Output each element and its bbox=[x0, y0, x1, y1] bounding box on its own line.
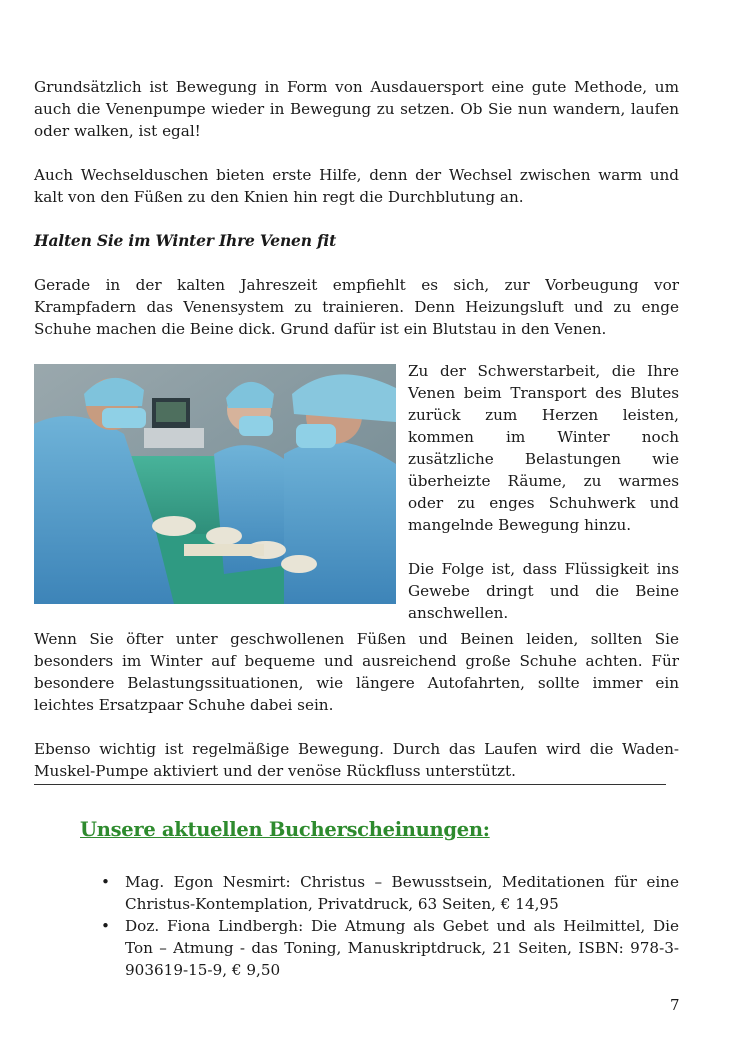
paragraph-movement: Ebenso wichtig ist regelmäßige Bewegung. Durch das Laufen wird die Waden-Muskel-Pumpe aktiviert und der venöse Rückfluss unterstützt. bbox=[34, 740, 679, 780]
publication-entry: Mag. Egon Nesmirt: Christus – Bewusstsein, Meditationen für eine Christus-Kontemplation, Privatdruck, 63 Seiten, € 14,95 bbox=[125, 873, 679, 913]
paragraph-showers: Auch Wechselduschen bieten erste Hilfe, denn der Wechsel zwischen warm und kalt von den Füßen zu den Knien hin regt die Durchblutung an. bbox=[34, 166, 679, 206]
list-item bbox=[34, 915, 679, 981]
page-content bbox=[34, 76, 679, 981]
paragraph-exercise: Grundsätzlich ist Bewegung in Form von Ausdauersport eine gute Methode, um auch die Venenpumpe wieder in Bewegung zu setzen. Ob Sie nun wandern, laufen oder walken, ist egal! bbox=[34, 78, 679, 140]
divider-line bbox=[34, 784, 666, 785]
paragraph-shoes: Wenn Sie öfter unter geschwollenen Füßen und Beinen leiden, sollten Sie besonders im Winter auf bequeme und ausreichend große Schuhe achten. Für besondere Belastungssituationen, wie längere Autofahrten, sollte immer ein leichtes Ersatzpaar Schuhe dabei sein. bbox=[34, 630, 679, 714]
paragraph-swelling: Die Folge ist, dass Flüssigkeit ins Gewebe dringt und die Beine anschwellen. bbox=[408, 560, 679, 622]
section-heading: Halten Sie im Winter Ihre Venen fit bbox=[34, 231, 337, 250]
surgery-photo bbox=[34, 364, 396, 604]
side-text bbox=[408, 360, 679, 624]
bullet: • bbox=[101, 917, 110, 935]
publication-entry: Doz. Fiona Lindbergh: Die Atmung als Gebet und als Heilmittel, Die Ton – Atmung - das Toning, Manuskriptdruck, 21 Seiten, ISBN: 978-3-903619-15-9, € 9,50 bbox=[125, 917, 679, 979]
bullet: • bbox=[101, 873, 110, 891]
paragraph-winter: Gerade in der kalten Jahreszeit empfiehlt es sich, zur Vorbeugung vor Krampfadern das Venensystem zu trainieren. Denn Heizungsluft und zu enge Schuhe machen die Beine dick. Grund dafür ist ein Blutstau in den Venen. bbox=[34, 276, 679, 338]
list-item bbox=[34, 871, 679, 915]
paragraph-winter-strain: Zu der Schwerstarbeit, die Ihre Venen beim Transport des Blutes zurück zum Herzen leisten, kommen im Winter noch zusätzliche Belastungen wie überheizte Räume, zu warmes oder zu enges Schuhwerk und mangelnde Bewegung hinzu. bbox=[408, 362, 679, 534]
figure-row bbox=[34, 360, 679, 624]
publications-title: Unsere aktuellen Bucherscheinungen: bbox=[80, 818, 490, 841]
page-number: 7 bbox=[670, 996, 680, 1014]
publication-list bbox=[34, 871, 679, 981]
